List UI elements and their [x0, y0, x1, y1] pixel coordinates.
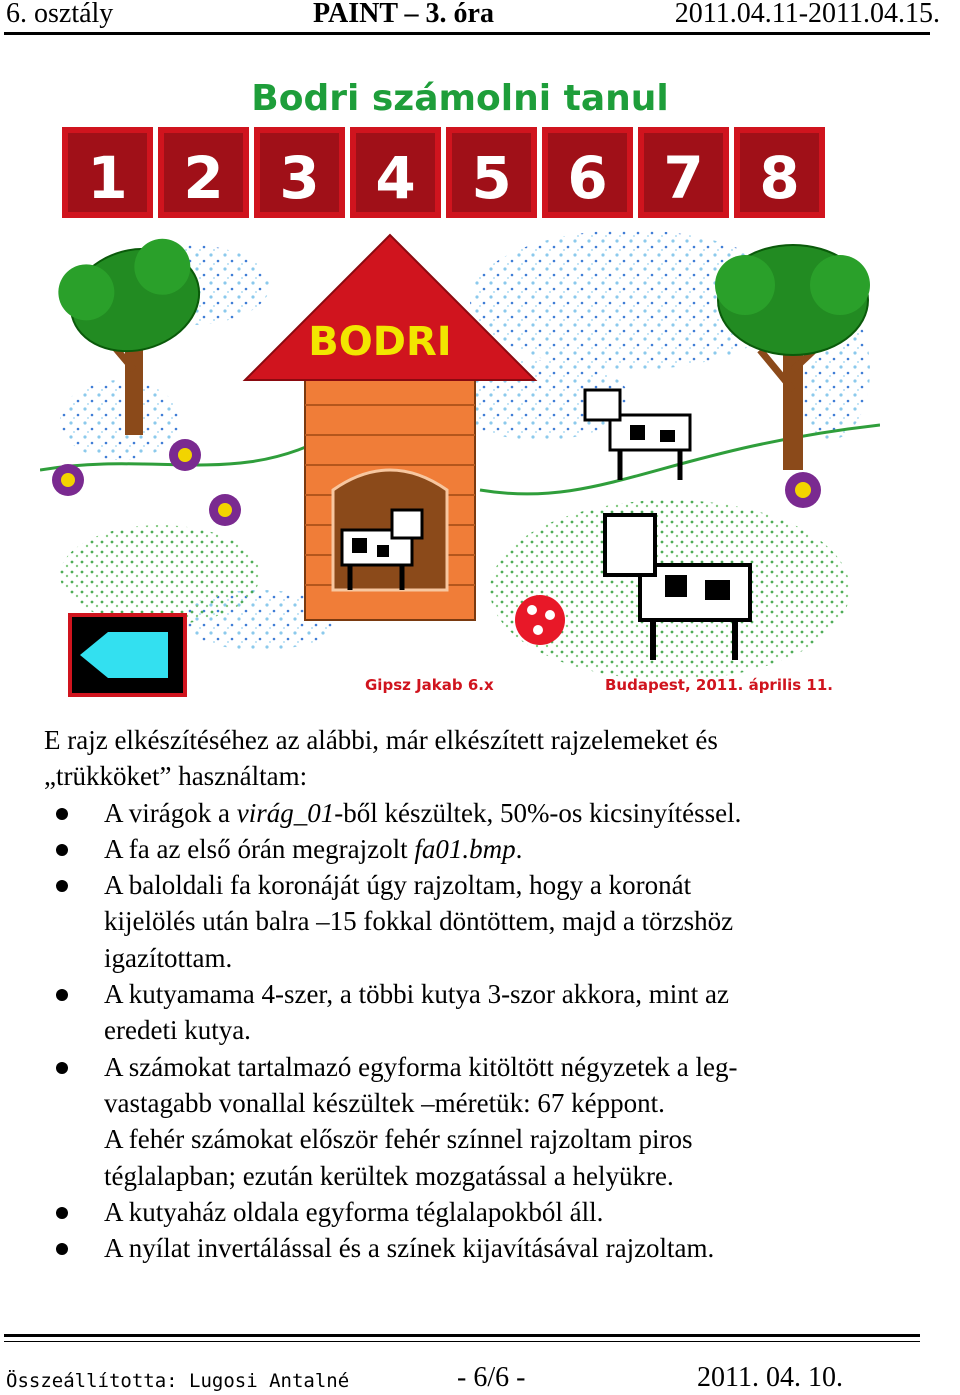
bullet-icon	[56, 844, 68, 856]
compiler: Összeállította: Lugosi Antalné	[6, 1370, 350, 1392]
page-number: - 6/6 -	[457, 1362, 526, 1393]
number-box-1	[65, 130, 150, 215]
list-item: A számokat tartalmazó egyforma kitöltött négyzetek a leg- vastagabb vonallal készültek –méretük: 67 képpont.	[44, 1049, 924, 1122]
house-sign: BODRI	[308, 319, 452, 365]
ball	[515, 595, 565, 645]
header-rule	[4, 32, 930, 35]
svg-text:5: 5	[471, 144, 512, 212]
picture-place-date: Budapest, 2011. április 11.	[605, 676, 833, 694]
bullet-icon	[56, 1207, 68, 1219]
description	[44, 722, 924, 1266]
number-box-8	[737, 130, 822, 215]
bullet-icon	[56, 989, 68, 1001]
list-item: A nyílat invertálással és a színek kijavításával rajzoltam.	[44, 1230, 924, 1266]
svg-text:7: 7	[663, 144, 704, 212]
class-label: 6. osztály	[6, 0, 114, 29]
page-header	[0, 0, 960, 36]
svg-text:3: 3	[279, 144, 320, 212]
continuation-line-2: téglalapban; ezután kerültek mozgatással a helyükre.	[104, 1160, 674, 1191]
svg-text:4: 4	[375, 144, 416, 212]
picture-title: Bodri számolni tanul	[251, 78, 669, 119]
bullet-icon	[56, 1243, 68, 1255]
continuation-line-1: A fehér számokat először fehér színnel rajzoltam piros	[104, 1124, 693, 1155]
bullet-icon	[56, 1062, 68, 1074]
intro-line-1: E rajz elkészítéséhez az alábbi, már elkészített rajzelemeket és	[44, 725, 718, 755]
number-box-3	[257, 130, 342, 215]
svg-text:1: 1	[87, 144, 128, 212]
list-item: A virágok a virág_01-ből készültek, 50%-os kicsinyítéssel.	[44, 795, 924, 831]
svg-text:8: 8	[759, 144, 800, 212]
list-item: A kutyaház oldala egyforma téglalapokból áll.	[44, 1194, 924, 1230]
number-box-6	[545, 130, 630, 215]
number-box-5	[449, 130, 534, 215]
picture-author: Gipsz Jakab 6.x	[365, 676, 494, 694]
bullet-list-2	[44, 1194, 924, 1267]
list-item: A fa az első órán megrajzolt fa01.bmp.	[44, 831, 924, 867]
list-item: A baloldali fa koronáját úgy rajzoltam, hogy a koronát kijelölés után balra –15 fokkal döntöttem, majd a törzshöz igazítottam.	[44, 867, 924, 976]
svg-text:2: 2	[183, 144, 224, 212]
bullet-icon	[56, 880, 68, 892]
date-range: 2011.04.11-2011.04.15.	[674, 0, 940, 29]
bullet-list	[44, 795, 924, 1122]
svg-text:6: 6	[567, 144, 608, 212]
paint-illustration	[40, 70, 880, 705]
footer-date: 2011. 04. 10.	[697, 1362, 843, 1393]
back-arrow-icon[interactable]	[70, 615, 185, 695]
lesson-title: PAINT – 3. óra	[313, 0, 494, 29]
list-item: A kutyamama 4-szer, a többi kutya 3-szor akkora, mint az eredeti kutya.	[44, 976, 924, 1049]
footer-rule-thin	[4, 1341, 920, 1342]
number-box-4	[353, 130, 438, 215]
number-box-2	[161, 130, 246, 215]
bullet-icon	[56, 808, 68, 820]
number-boxes	[65, 130, 822, 215]
page-footer	[0, 1360, 960, 1395]
intro-line-2: „trükköket” használtam:	[44, 761, 308, 792]
footer-rule	[4, 1334, 920, 1337]
number-box-7	[641, 130, 726, 215]
